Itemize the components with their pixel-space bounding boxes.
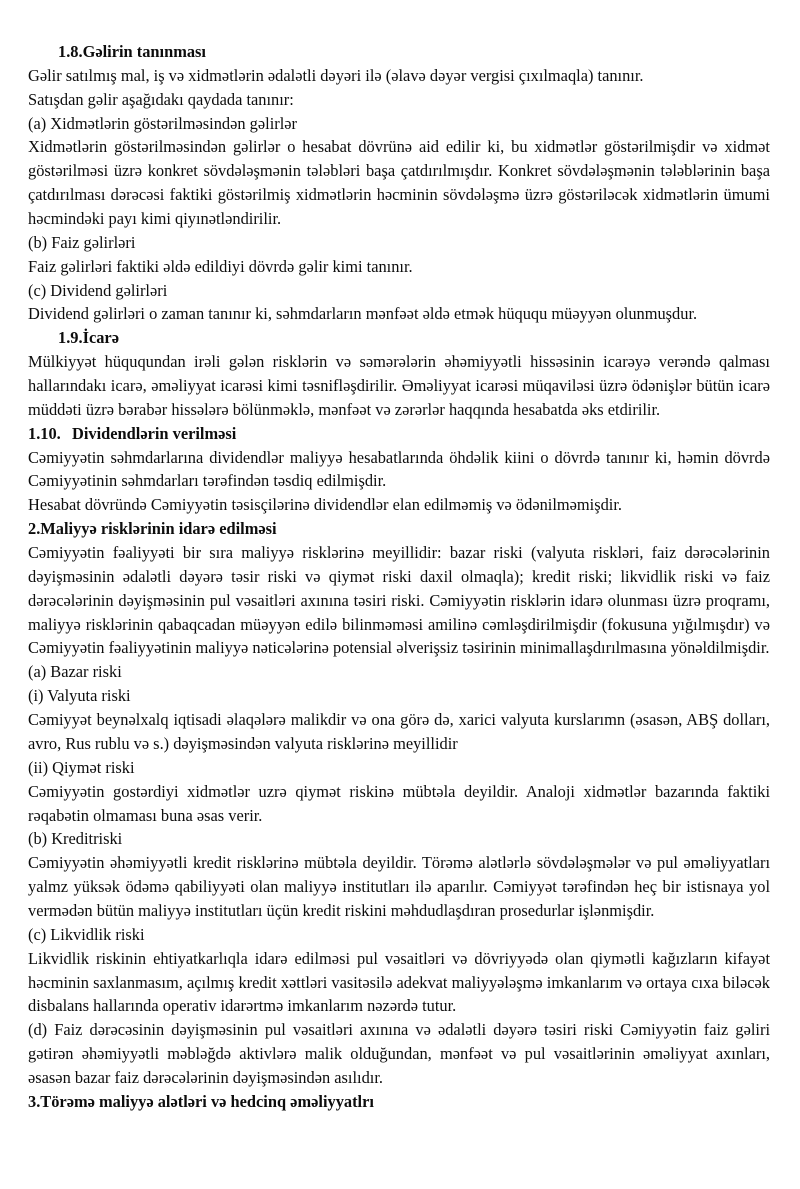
list-item-c-dividend: (c) Dividend gəlirləri [28, 280, 168, 300]
list-item-ii-price-risk: (ii) Qiymət riski [28, 757, 135, 777]
section-heading-1-10 [28, 422, 770, 446]
list-item-c-liquidity-risk: (c) Likvidlik riski [28, 924, 145, 944]
paragraph-services-revenue: Xidmətlərin göstərilməsindən gəlirlər o hesabat dövrünə aid edilir ki, bu xidmətlər göstərilmişdir və xidmət göstərilməsi üzrə konkret sövdələşmənin tələbləri başa çatdırılmışdır. Konkret sövdələşmənin tələblərinin başa çatdırılması dərəcəsi faktiki göstərilmiş xidmətlərin həcminin sövdələşmə üzrə göstəriləcək xidmətlərin ümumi həcmindəki payı kimi qiyınətləndirilir. [28, 137, 770, 229]
paragraph-dividend-revenue: Dividend gəlirləri o zaman tanınır ki, səhmdarların mənfəət əldə etmək hüququ müəyyən olunmuşdur. [28, 304, 698, 324]
list-item-b-interest: (b) Faiz gəlirləri [28, 232, 136, 252]
paragraph-lease: Mülkiyyət hüququndan irəli gələn risklərin və səmərələrin əhəmiyyətli hissəsinin icarəyə verəndə qalması hallarındakı icarə, əməliyyat icarəsi kimi təsnifləşdirilir. Əməliyyat icarəsi müqaviləsi üzrə ödənişlər bütün icarə müddəti üzrə bərabər hissələrə bölünməklə, mənfəət və zərərlər haqqında hesabatda əks etdirilir. [28, 352, 770, 419]
paragraph-risk-management: Cəmiyyətin fəaliyyəti bir sıra maliyyə risklərinə meyillidir: bazar riski (valyuta riskləri, faiz dərəcələrinin dəyişməsinin ədalətli dəyərə təsir riski və qiymət riski daxil olmaqla); kredit riski; likvidlik riski və faiz dərəcələrinin dəyişməsinin pul vəsaitləri axınına təsiri riski. Cəmiyyətin risklərin idarə olunması üzrə proqramı, maliyyə risklərinin qabaqcadan müəyyən edilə bilinməməsi amilinə cəmləşdirilmişdir (fokusuna yığılmışdır) və Cəmiyyətin fəaliyyətinin maliyyə nəticələrinə potensial əlverişsiz təsirinin minimallaşdırılmasına yönəldilmişdir. [28, 543, 770, 658]
section-title-1-10: Dividendlərin verilməsi [72, 423, 237, 443]
list-item-b-credit-risk: (b) Kreditriski [28, 829, 123, 849]
paragraph-dividend-not-declared: Hesabat dövründə Cəmiyyətin təsisçilərinə dividendlər elan edilməmiş və ödənilməmişdir. [28, 495, 623, 515]
paragraph-dividend-liability: Cəmiyyətin səhmdarlarına dividendlər maliyyə hesabatlarında öhdəlik kiini o dövrdə tanınır ki, həmin dövrdə Cəmiyyətinin səhmdarları tərəfindən təsdiq edilmişdir. [28, 447, 770, 491]
list-item-a-services: (a) Xidmətlərin göstərilməsindən gəlirlər [28, 113, 297, 133]
paragraph-interest-revenue: Faiz gəlirləri faktiki əldə edildiyi dövrdə gəlir kimi tanınır. [28, 256, 413, 276]
document-body [28, 40, 770, 1114]
section-heading-2: 2.Maliyyə risklərinin idarə edilməsi [28, 519, 277, 539]
paragraph-revenue-definition: Gəlir satılmış mal, iş və xidmətlərin ədalətli dəyəri ilə (əlavə dəyər vergisi çıxılmaqla) tanınır. [28, 65, 644, 85]
paragraph-revenue-order: Satışdan gəlir aşağıdakı qaydada tanınır: [28, 89, 294, 109]
paragraph-d-interest-rate-risk: (d) Faiz dərəcəsinin dəyişməsinin pul vəsaitləri axınına və ədalətli dəyərə təsiri riski Cəmiyyətin faiz gəliri gətirən əhəmiyyətli məbləğdə aktivlərə malik olduğundan, mənfəət və pul vəsaitlərinin əməliyyat axınları, əsasən bazar faiz dərəcələrinin dəyişməsindən asılıdır. [28, 1020, 770, 1087]
paragraph-price-risk: Cəmiyyətin gostərdiyi xidmətlər uzrə qiymət riskinə mübtəla deyildir. Analoji xidmətlər bazarında faktiki rəqabətin olmaması buna əsas verir. [28, 781, 770, 825]
section-heading-1-9: 1.9.İcarə [58, 328, 119, 348]
paragraph-credit-risk: Cəmiyyətin əhəmiyyətli kredit risklərinə mübtəla deyildir. Törəmə alətlərlə sövdələşmələr və pul əməliyyatları yalmz yüksək ödəmə qabiliyyəti olan maliyyə institutları ilə aparılır. Cəmiyyət tərəfindən heç bir istisnaya yol vermədən bütün maliyyə institutları üçün kredit riskini məhdudlaşdıran prosedurlar işlənmişdir. [28, 853, 770, 920]
section-number-1-10: 1.10. [28, 423, 61, 443]
list-item-a-market-risk: (a) Bazar riski [28, 662, 122, 682]
paragraph-currency-risk: Cəmiyyət beynəlxalq iqtisadi əlaqələrə malikdir və ona görə də, xarici valyuta kurslarımn (əsasən, ABŞ dolları, avro, Rus rublu və s.) dəyişməsindən valyuta risklərinə meyillidir [28, 710, 770, 753]
section-heading-3: 3.Törəmə maliyyə alətləri və hedcinq əməliyyatlrı [28, 1091, 374, 1111]
paragraph-liquidity-risk: Likvidlik riskinin ehtiyatkarlıqla idarə edilməsi pul vəsaitləri və dövriyyədə olan qiymətli kağızların kifayət həcminin saxlanmasım, açılmış kredit xəttləri vasitəsilə adekvat maliyyələşmə imkanlarım və ortaya cıxa biləcək disbalans hallarında operativ idarərtmə imkanlarım nəzərdə tutur. [28, 948, 770, 1016]
section-heading-1-8: 1.8.Gəlirin tanınması [58, 42, 206, 61]
list-item-i-currency-risk: (i) Valyuta riski [28, 686, 131, 706]
